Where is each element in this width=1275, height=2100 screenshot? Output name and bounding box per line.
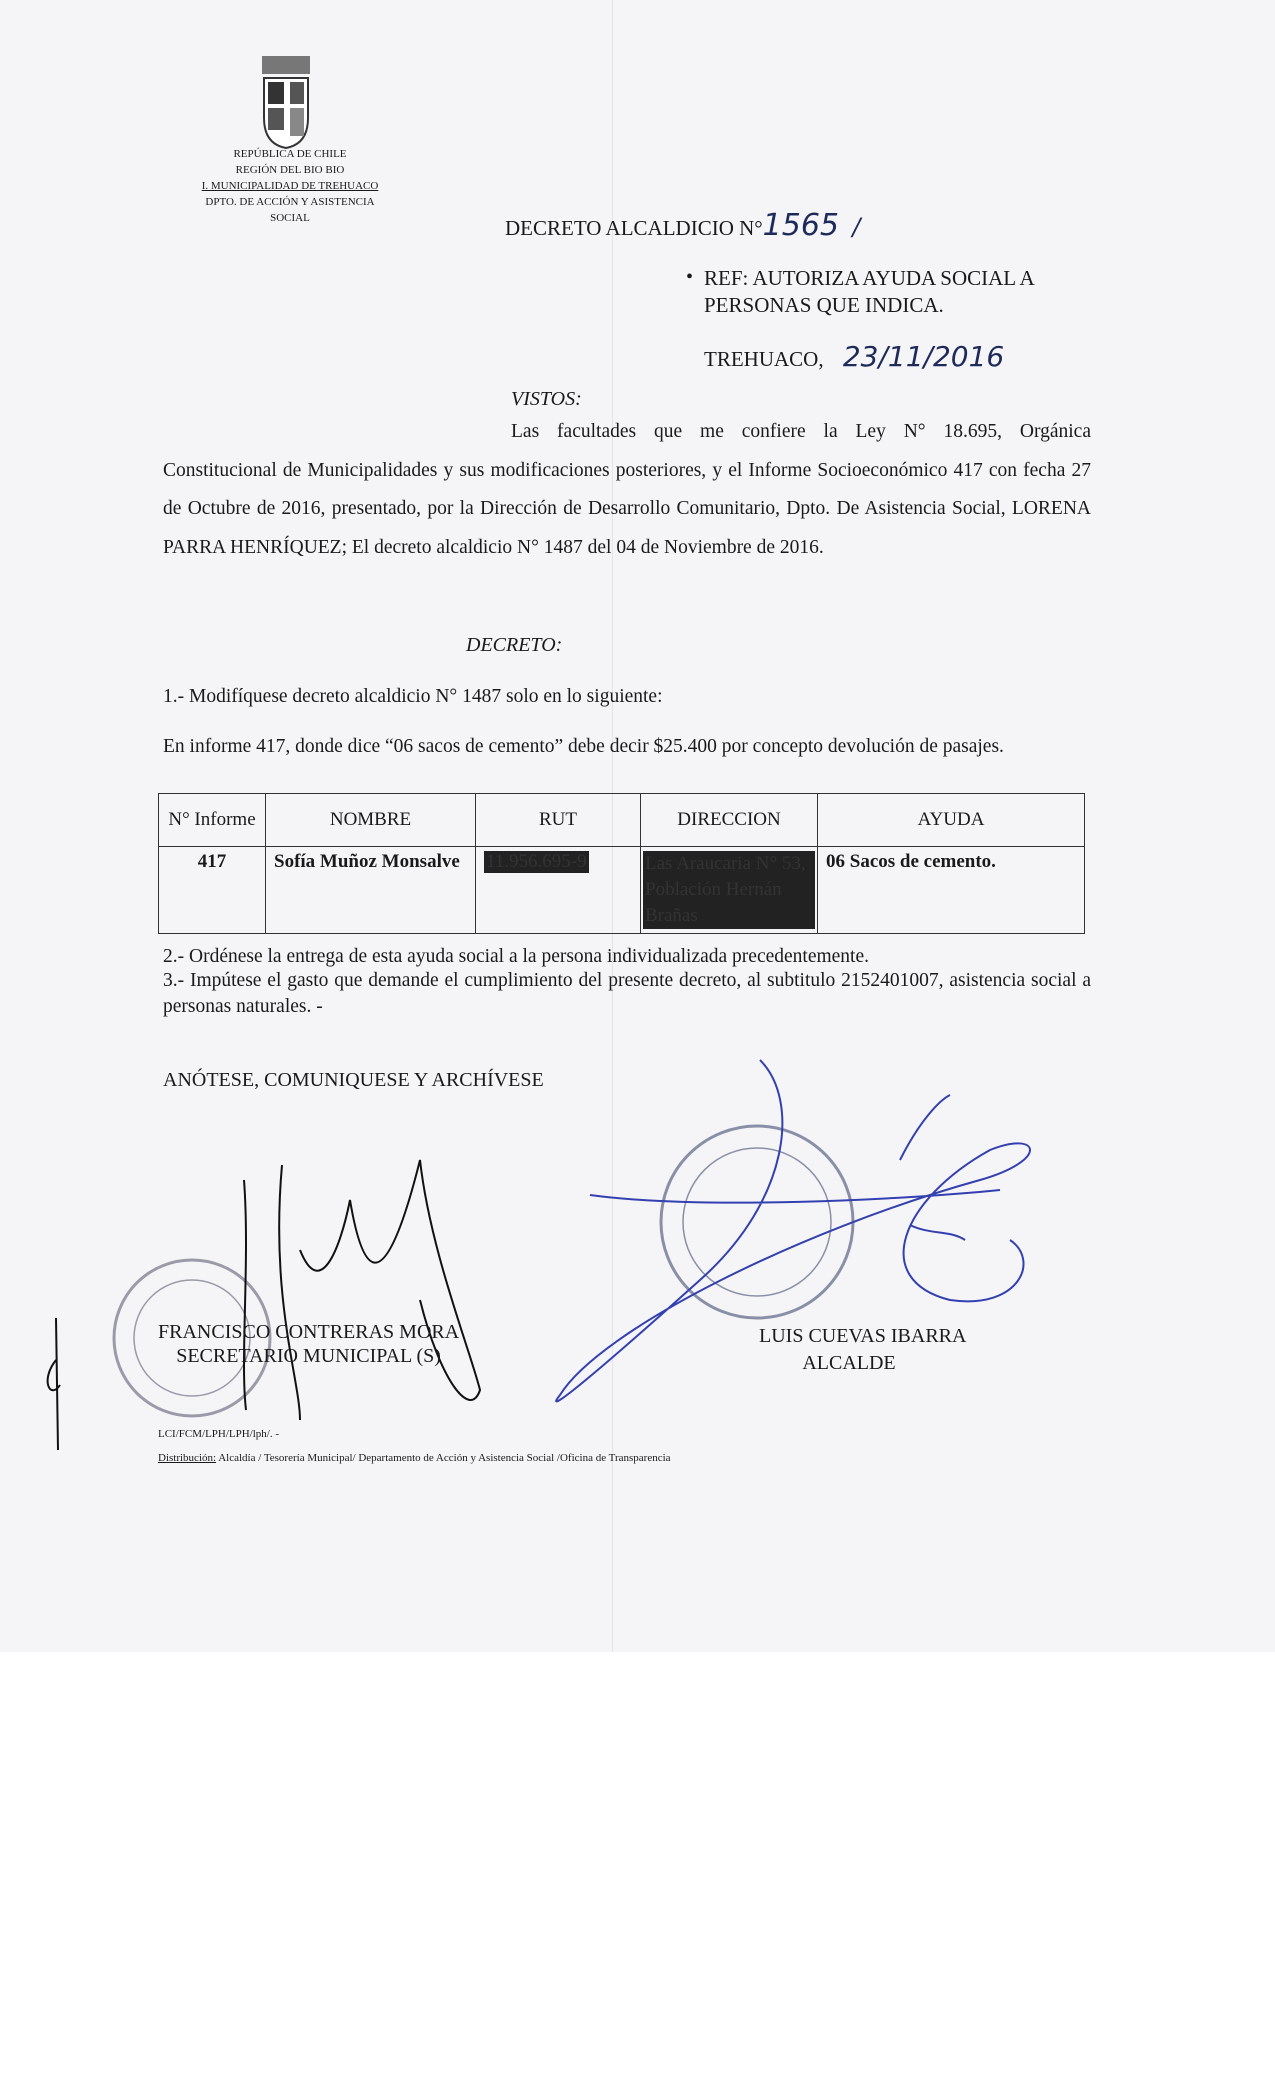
secretary-name: FRANCISCO CONTRERAS MORA (158, 1321, 460, 1343)
decreto-heading: DECRETO: (466, 634, 563, 656)
cell-rut-redacted: 11.956.695-9 (486, 851, 587, 872)
article-3: 3.- Impútese el gasto que demande el cumplimiento del presente decreto, al subtitulo 2152401007, asistencia social a personas naturales. - (163, 970, 1091, 1017)
left-signature-icon (244, 1160, 480, 1420)
cell-informe: 417 (159, 847, 266, 934)
vistos-heading: VISTOS: (511, 388, 582, 410)
mayor-role: ALCALDE (802, 1352, 896, 1374)
cell-nombre: Sofía Muñoz Monsalve (266, 847, 476, 934)
column-header: RUT (476, 794, 641, 847)
vistos-paragraph: Las facultades que me confiere la Ley N° 18.695, Orgánica Constitucional de Municipalidades y sus modificaciones posteriores, y el Informe Socioeconómico 417 con fecha 27 de Octubre de 2016, presentado, por la Dirección de Desarrollo Comunitario, Dpto. De Asistencia Social, LORENA PARRA HENRÍQUEZ; El decreto alcaldicio N° 1487 del 04 de Noviembre de 2016. (163, 421, 1091, 558)
right-signature-block (759, 1323, 967, 1377)
letterhead-line: DPTO. DE ACCIÓN Y ASISTENCIA SOCIAL (205, 196, 375, 224)
secretary-role: SECRETARIO MUNICIPAL (S) (176, 1345, 441, 1367)
reference-line: PERSONAS QUE INDICA. (704, 293, 944, 317)
letterhead-line: I. MUNICIPALIDAD DE TREHUACO (201, 180, 379, 192)
decree-mark: / (852, 213, 861, 241)
distribution-list: Alcaldía / Tesorería Municipal/ Departamento de Acción y Asistencia Social /Oficina de Transparencia (216, 1452, 671, 1464)
article-2: 2.- Ordénese la entrega de esta ayuda social a la persona individualizada precedentemente. (163, 946, 869, 967)
column-header: N° Informe (159, 794, 266, 847)
reference-line: REF: AUTORIZA AYUDA SOCIAL A (704, 266, 1035, 290)
left-signature-block (158, 1320, 459, 1368)
distribution (158, 1452, 671, 1464)
letterhead-line: REGIÓN DEL BIO BIO (235, 164, 345, 176)
column-header: NOMBRE (266, 794, 476, 847)
mayor-name: LUIS CUEVAS IBARRA (759, 1325, 967, 1347)
cell-direccion-redacted: Las Araucaria N° 53, Población Hernán Brañas (643, 851, 815, 929)
column-header: AYUDA (818, 794, 1085, 847)
decree-title-label: DECRETO ALCALDICIO N° (505, 216, 763, 240)
distribution-label: Distribución: (158, 1452, 217, 1464)
place: TREHUACO, (704, 347, 824, 371)
date-handwritten: 23/11/2016 (842, 340, 1005, 373)
initials: LCI/FCM/LPH/LPH/lph/. - (158, 1428, 280, 1440)
amendment-note: En informe 417, donde dice “06 sacos de cemento” debe decir $25.400 por concepto devolución de pasajes. (163, 736, 1004, 757)
article-1: 1.- Modifíquese decreto alcaldicio N° 1487 solo en lo siguiente: (163, 686, 663, 707)
closing-formula: ANÓTESE, COMUNIQUESE Y ARCHÍVESE (163, 1069, 544, 1091)
letterhead-line: REPÚBLICA DE CHILE (233, 148, 347, 160)
cell-ayuda: 06 Sacos de cemento. (818, 847, 1085, 934)
decree-number-handwritten: 1565 (762, 208, 840, 243)
column-header: DIRECCION (641, 794, 818, 847)
